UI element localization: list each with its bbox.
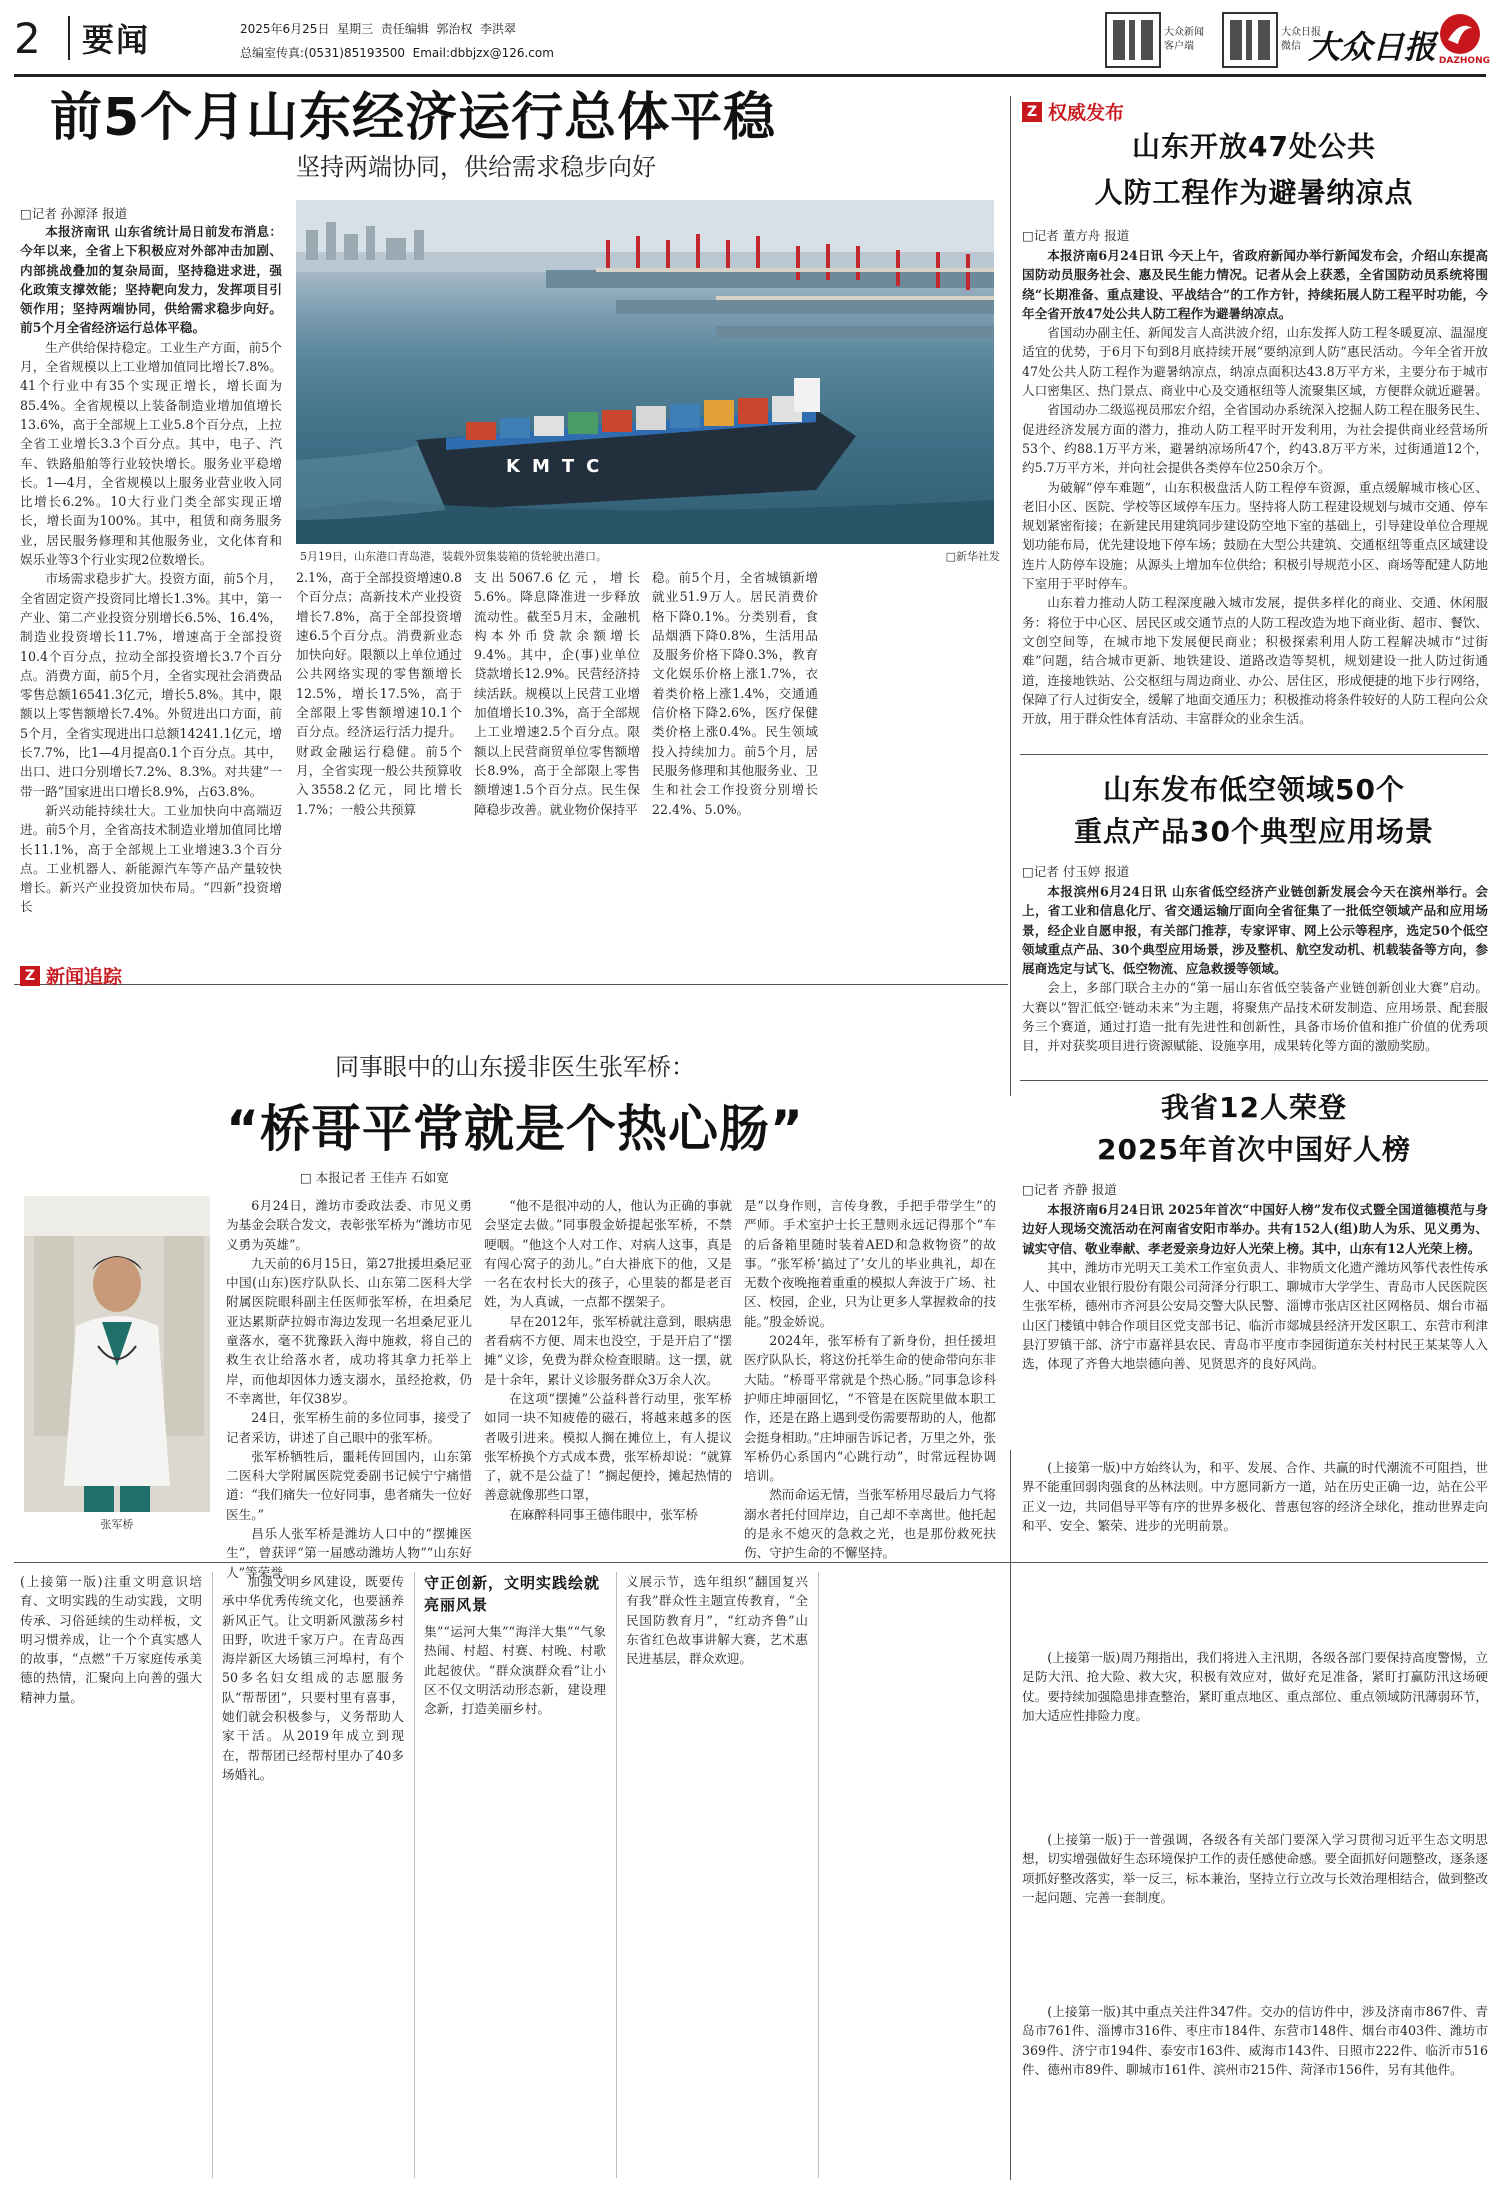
lead-paragraph: 支出5067.6亿元，增长5.6%。降息降准进一步释放流动性。截至5月末，金融机构本外币贷款余额增长9.4%。其中，企(事)业单位贷款增长12.9%。民营经济持续活跃。规模以上民营工业增加值增长10.3%，高于全部规上工业增速2.5个百分点。限额以上民营商贸单位零售额增长8.9%，高于全部限上零售额增速1.5个百分点。民生保障稳步改善。就业物价保持平 bbox=[474, 570, 640, 817]
right-3-paragraph: 其中，潍坊市光明天工美术工作室负责人、非物质文化遗产潍坊风筝代表性传承人、中国农业银行股份有限公司菏泽分行职工、聊城市大学学生、青岛市人民医院医生张军桥，德州市齐河县公安局交警大队民警、淄博市张店区社区网格员、烟台市福山区门楼镇中韩合作项目区党支部书记、临沂市郯城县经济开发区职工、东营市利津县汀罗镇干部、济宁市嘉祥县农民、青岛市平度市李园街道东关村村民王某某等人入选，体现了齐鲁大地崇德向善、见贤思齐的良好风尚。 bbox=[1022, 1259, 1488, 1372]
bottom-column-3 bbox=[424, 1572, 606, 2182]
logo-subtitle: DAZHONG bbox=[1438, 56, 1490, 66]
feature-paragraph: 早在2012年，张军桥就注意到，眼病患者看病不方便、周末也没空，于是开启了“摆摊”义诊，免费为群众检查眼睛。这一摆，就是十余年，累计义诊服务群众3万余人次。 bbox=[484, 1313, 732, 1387]
right-1-headline-line1: 山东开放47处公共 bbox=[1132, 130, 1376, 163]
bottom-paragraph: 义展示节，选年组织“翻国复兴有我”群众性主题宣传教育，“全民国防教育月”，“红动齐鲁”山东省红色故事讲解大赛，艺术惠民进基层，群众欢迎。 bbox=[626, 1574, 808, 1667]
right-1-paragraph: 本报济南6月24日讯 今天上午，省政府新闻办举行新闻发布会，介绍山东提高国防动员服务社会、惠及民生能力情况。记者从会上获悉，全省国防动员系统将围绕“长期准备、重点建设、平战结合”的工作方针，持续拓展人防工程平时功能，今年全省开放47处公共人防工程作为避暑纳凉点。 bbox=[1022, 248, 1488, 321]
port-photo bbox=[296, 200, 994, 544]
feature-byline: □ 本报记者 王佳卉 石如宽 bbox=[300, 1170, 449, 1185]
right-1-paragraph: 为破解“停车难题”，山东积极盘活人防工程停车资源，重点缓解城市核心区、老旧小区、医院、学校等区域停车压力。坚持将人防工程建设规划与城市交通、停车规划紧密衔接；在新建民用建筑同步建设防空地下室的基础上，引导建设单位合理规划功能布局，优先建设地下停车场；鼓励在大型公共建筑、交通枢纽等重点区域建设连片人防停车设施；从源头上增加车位供给；积极引导规范小区、商场等配建人防地下室用于平时停车。 bbox=[1022, 479, 1488, 592]
feature-paragraph: 6月24日，潍坊市委政法委、市见义勇为基金会联合发文，表彰张军桥为“潍坊市见义勇为英雄”。 bbox=[226, 1198, 472, 1252]
right-2-headline-line2: 重点产品30个典型应用场景 bbox=[1074, 815, 1434, 848]
logo-emblem-icon bbox=[1440, 14, 1480, 54]
lead-column-4 bbox=[652, 568, 818, 974]
feature-paragraph: 是“以身作则，言传身教，手把手带学生”的严师。手术室护士长王慧则永远记得那个“车的后备箱里随时装着AED和急救物资”的故事。“张军桥‘搞过了’女儿的毕业典礼，却在无数个夜晚拖着重重的模拟人奔波于广场、社区、校园，企业，只为让更多人掌握救命的技能。”殷金娇说。 bbox=[744, 1198, 996, 1329]
masthead-rule bbox=[14, 74, 1486, 77]
column-divider bbox=[1010, 1450, 1011, 2180]
lead-column-2 bbox=[296, 568, 462, 974]
port-photo-caption: 5月19日，山东港口青岛港，装载外贸集装箱的货轮驶出港口。 bbox=[300, 550, 607, 563]
right-1-headline-line2: 人防工程作为避暑纳凉点 bbox=[1094, 176, 1414, 209]
feature-paragraph: 在麻醉科同事王德伟眼中，张军桥 bbox=[509, 1506, 699, 1522]
right-3-paragraph: 本报济南6月24日讯 2025年首次“中国好人榜”发布仪式暨全国道德模范与身边好人现场交流活动在河南省安阳市举办。共有152人(组)助人为乐、见义勇为、诚实守信、敬业奉献、孝老爱亲身边好人光荣上榜。其中，山东有12人光荣上榜。 bbox=[1022, 1202, 1488, 1256]
bottom-column-5 bbox=[828, 1572, 1004, 2178]
lead-paragraph: 新兴动能持续壮大。工业加快向中高端迈进。前5个月，全省高技术制造业增加值同比增长11.1%，高于全部规上工业增速3.3个百分点。工业机器人、新能源汽车等产品产量较快增长。新兴产业投资加快布局。“四新”投资增长 bbox=[20, 802, 282, 915]
column-rule bbox=[616, 1572, 617, 2178]
right-2-paragraph: 会上，多部门联合主办的“第一届山东省低空装备产业链创新创业大赛”启动。大赛以“智汇低空·链动未来”为主题，将聚焦产品技术研发制造、应用场景、配套服务三个赛道，通过打造一批有先进性和创新性，具备市场价值和推广价值的优秀项目，并对获奖项目进行资源赋能、设施享用，成果转化等方面的激励奖励。 bbox=[1022, 980, 1488, 1054]
feature-paragraph: 24日，张军桥生前的多位同事，接受了记者采访，讲述了自己眼中的张军桥。 bbox=[226, 1410, 472, 1445]
feature-paragraph: 九天前的6月15日，第27批援坦桑尼亚中国(山东)医疗队队长、山东第二医科大学附属医院眼科副主任医师张军桥，在坦桑尼亚达累斯萨拉姆市海边发现一名坦桑尼亚儿童落水，毫不犹豫跃入海中施救，将自己的救生衣让给落水者，成功将其拿力托举上岸，而他却因体力透支溺水，虽经抢救，仍不幸离世，年仅38岁。 bbox=[226, 1255, 472, 1406]
lead-paragraph: 生产供给保持稳定。工业生产方面，前5个月，全省规模以上工业增加值同比增长7.8%。41个行业中有35个实现正增长，增长面为85.4%。全省规模以上装备制造业增加值增长13.6%，高于全部规上工业5.8个百分点，上拉全省工业增长3.3个百分点。其中，电子、汽车、铁路船舶等行业较快增长。服务业平稳增长。1—4月，全省规模以上服务业营业收入同比增长6.2%。10大行业门类全部实现正增长，增长面为100%。其中，租赁和商务服务业，居民服务修理和其他服务业，文化体育和娱乐业等3个行业实现2位数增长。 bbox=[20, 339, 282, 568]
lead-paragraph: 市场需求稳步扩大。投资方面，前5个月，全省固定资产投资同比增长1.3%。其中，第一产业、第二产业投资分别增长6.5%、16.4%，制造业投资增长11.7%，增速高于全部投资10.4个百分点，拉动全部投资增长3.7个百分点。消费方面，前5个月，全省实现社会消费品零售总额16541.3亿元，增长5.8%。其中，限额以上零售额增长7.4%。外贸进出口方面，前5个月，全省实现进出口总额14241.1亿元，增长7.7%，比1—4月提高0.1个百分点。其中，出口、进口分别增长7.2%、8.3%。对共建“一带一路”国家进出口增长8.9%，占63.8%。 bbox=[20, 571, 282, 799]
right-1-paragraph: 省国动办二级巡视员邢宏介绍，全省国动办系统深入挖掘人防工程在服务民生、促进经济发展方面的潜力，推动人防工程平时开发利用，为社会提供商业经营场所53个、约88.1万平方米，避暑纳凉场所47个，约43.8万平方米，过街通道12个，约5.7万平方米，并向社会提供各类停车位250余万个。 bbox=[1022, 402, 1488, 476]
continued-story-3 bbox=[1022, 1830, 1488, 1990]
bottom-kicker: 守正创新，文明实践绘就亮丽风景 bbox=[424, 1574, 601, 1614]
right-3-byline: □记者 齐静 报道 bbox=[1022, 1182, 1117, 1197]
right-1-paragraph: 山东着力推动人防工程深度融入城市发展，提供多样化的商业、交通、休闲服务：将位于中心区、居民区或交通节点的人防工程改造为地下商业街、超市、餐饮、文创空间等，在城市地下发展便民商业；积极探索利用人防工程解决城市“过街难”问题，结合城市更新、地铁建设、道路改造等契机，规划建设一批人防过街通道，连接地铁站、公交枢纽与周边商业、办公、居住区，形成便捷的地下步行网络，保障了行人过街安全，缓解了地面交通压力；积极推动将条件较好的人防工程向公众开放，用于群众性体育活动、丰富群众的业余生活。 bbox=[1022, 595, 1488, 727]
right-1-body bbox=[1022, 246, 1488, 746]
lead-paragraph: 本报济南讯 山东省统计局日前发布消息：今年以来，全省上下积极应对外部冲击加剧、内部挑战叠加的复杂局面，坚持稳进求进，强化政策支撑效能；坚持靶向发力，发挥项目引领作用；坚持两端协同，供给需求稳步向好。前5个月全省经济运行总体平稳。 bbox=[20, 224, 282, 336]
continued-paragraph: (上接第一版)其中重点关注件347件。交办的信访件中，涉及济南市867件、青岛市761件、淄博市316件、枣庄市184件、东营市148件、烟台市403件、潍坊市369件、济宁市194件、泰安市163件、威海市143件、日照市222件、临沂市516件、德州市89件、聊城市161件、滨州市215件、菏泽市156件，另有其他件。 bbox=[1022, 2004, 1488, 2077]
section-title: 要闻 bbox=[82, 21, 151, 59]
column-divider bbox=[1010, 96, 1011, 1096]
tag-label: 新闻追踪 bbox=[46, 966, 123, 988]
masthead-separator bbox=[68, 16, 70, 60]
port-photo-credit: □新华社发 bbox=[945, 550, 1000, 563]
right-1-paragraph: 省国动办副主任、新闻发言人高洪波介绍，山东发挥人防工程冬暖夏凉、温湿度适宜的优势，于6月下旬到8月底持续开展“要纳凉到人防”惠民活动。今年全省开放47处公共人防工程作为避暑纳凉点，纳凉点面积达43.8万平方米，主要分布于城市人口密集区、热门景点、商业中心及交通枢纽等人流聚集区域，方便群众就近避暑。 bbox=[1022, 325, 1488, 399]
right-2-body bbox=[1022, 882, 1488, 1072]
lead-byline: □记者 孙源泽 报道 bbox=[20, 206, 128, 221]
lead-headline: 前5个月山东经济运行总体平稳 bbox=[50, 88, 777, 148]
column-rule bbox=[818, 1572, 819, 2178]
right-1-byline: □记者 董方舟 报道 bbox=[1022, 228, 1130, 243]
doctor-photo bbox=[24, 1196, 210, 1512]
continued-story-1 bbox=[1022, 1458, 1488, 1636]
feature-kicker: 同事眼中的山东援非医生张军桥： bbox=[335, 1053, 695, 1081]
bottom-paragraph: (上接第一版)注重文明意识培育、文明实践的生动实践，文明传承、习俗延续的生动样板，文明习惯养成，让一个个真实感人的故事，“点燃”千万家庭传承美德的热情，汇聚向上向善的强大精神力量。 bbox=[20, 1574, 202, 1705]
right-2-byline: □记者 付玉婷 报道 bbox=[1022, 864, 1130, 879]
bottom-column-1 bbox=[20, 1572, 202, 2178]
doctor-photo-caption: 张军桥 bbox=[100, 1518, 134, 1531]
lead-paragraph: 2.1%，高于全部投资增速0.8个百分点；高新技术产业投资增长7.8%，高于全部投资增速6.5个百分点。消费新业态加快向好。限额以上单位通过公共网络实现的零售额增长12.5%，增长17.5%，高于全部限上零售额增速10.1个百分点。经济运行活力提升。财政金融运行稳健。前5个月，全省实现一般公共预算收入3558.2亿元，同比增长1.7%；一般公共预算 bbox=[296, 570, 462, 817]
lead-subhead: 坚持两端协同，供给需求稳步向好 bbox=[296, 153, 656, 181]
lead-column-1 bbox=[20, 222, 282, 974]
right-2-headline-line1: 山东发布低空领域50个 bbox=[1103, 773, 1405, 806]
section-tag-news-tracking bbox=[20, 962, 122, 989]
feature-column-2 bbox=[484, 1196, 732, 1552]
continued-story-2 bbox=[1022, 1648, 1488, 1818]
right-3-headline-line2: 2025年首次中国好人榜 bbox=[1097, 1133, 1411, 1166]
qr-code-app[interactable] bbox=[1105, 12, 1161, 68]
contact-info: 总编室传真:(0531)85193500 Email:dbbjzx@126.com bbox=[240, 46, 554, 60]
feature-column-3 bbox=[744, 1196, 997, 1561]
right-3-headline-line1: 我省12人荣登 bbox=[1161, 1091, 1347, 1124]
svg-text:KMTC: KMTC bbox=[506, 456, 612, 477]
column-rule bbox=[414, 1572, 415, 2178]
column-rule bbox=[212, 1572, 213, 2178]
feature-column-1 bbox=[226, 1196, 472, 1580]
bottom-column-2 bbox=[222, 1572, 404, 2178]
feature-top-rule bbox=[14, 984, 1008, 985]
continued-paragraph: (上接第一版)周乃翔指出，我们将进入主汛期，各级各部门要保持高度警惕，立足防大汛、抢大险、救大灾，积极有效应对，做好充足准备，紧盯打赢防汛这场硬仗。要持续加强隐患排查整治，紧盯重点地区、重点部位、重点领域防汛薄弱环节，加大适应性排险力度。 bbox=[1022, 1650, 1488, 1723]
section-tag-authority bbox=[1022, 98, 1124, 125]
feature-paragraph: 张军桥牺牲后，噩耗传回国内，山东第二医科大学附属医院党委副书记候宁宁痛惜道：“我们痛失一位好同事，患者痛失一位好医生。” bbox=[226, 1448, 472, 1522]
qr-code-wechat[interactable] bbox=[1222, 12, 1278, 68]
tag-icon: Z bbox=[20, 966, 40, 986]
feature-headline: “桥哥平常就是个热心肠” bbox=[226, 1100, 804, 1158]
tag-icon: Z bbox=[1022, 102, 1042, 122]
continued-story-4 bbox=[1022, 2002, 1488, 2178]
lead-column-3 bbox=[474, 568, 640, 974]
qr-app-caption: 大众新闻 客户端 bbox=[1164, 27, 1204, 52]
bottom-column-4 bbox=[626, 1572, 808, 2178]
right-divider bbox=[1020, 1080, 1488, 1081]
feature-paragraph: 2024年，张军桥有了新身份，担任援坦医疗队队长，将这份托举生命的使命带向东非大陆。“桥哥平常就是个热心肠。”同事急诊科护师庄坤丽回忆，“不管是在医院里做本职工作，还是在路上遇到受伤需要帮助的人，他都会挺身相助。”庄坤丽告诉记者，万里之外，张军桥仍心系国内“心跳行动”，时常远程协调培训。 bbox=[744, 1333, 997, 1484]
page-number: 2 bbox=[14, 14, 41, 63]
bottom-paragraph: 加强文明乡风建设，既要传承中华优秀传统文化，也要涵养新风正气。让文明新风激荡乡村田野，吹进千家万户。在青岛西海岸新区大场镇三河埠村，有个50多名妇女组成的志愿服务队“帮帮团”，只要村里有喜事，她们就会积极参与，义务帮助人家干活。从2019年成立到现在，帮帮团已经帮村里办了40多场婚礼。 bbox=[222, 1574, 404, 1782]
continued-paragraph: (上接第一版)中方始终认为，和平、发展、合作、共赢的时代潮流不可阻挡，世界不能重回弱肉强食的丛林法则。中方愿同新方一道，站在历史正确一边，站在公平正义一边，共同倡导平等有序的世界多极化、普惠包容的经济全球化，推动世界走向和平、安全、繁荣、进步的光明前景。 bbox=[1022, 1460, 1488, 1533]
feature-paragraph: 在这项“摆摊”公益科普行动里，张军桥如同一块不知疲倦的磁石，将越来越多的医者吸引进来。模拟人搁在摊位上，有人提议张军桥换个方式成本费，张军桥却说：“就算了，就不是公益了！”搁起便拎，摊起热情的善意就像那些口罩， bbox=[484, 1390, 732, 1503]
feature-paragraph: 然而命运无情，当张军桥用尽最后力气将溺水者托付回岸边，自己却不幸离世。他托起的是永不熄灭的急救之光，也是那份救死扶伤、守护生命的不懈坚持。 bbox=[744, 1487, 996, 1561]
feature-paragraph: “他不是很冲动的人，他认为正确的事就会坚定去做。”同事殷金娇提起张军桥，不禁哽咽。“他这个人对工作、对病人这事，真是有闯心窝子的劲儿。”白大褂底下的他，又是一名在农村长大的孩子，心里装的都是老百姓，为人真诚，一点都不摆架子。 bbox=[484, 1198, 732, 1310]
tag-label: 权威发布 bbox=[1048, 102, 1125, 124]
continued-paragraph: (上接第一版)于一普强调，各级各有关部门要深入学习贯彻习近平生态文明思想，切实增强做好生态环境保护工作的责任感使命感。要全面抓好问题整改，逐条逐项抓好整改落实，举一反三，标本兼治，坚持立行立改与长效治理相结合，做到整改一起问题、完善一套制度。 bbox=[1022, 1832, 1488, 1905]
newspaper-logo: 大众日报 bbox=[1307, 28, 1436, 66]
date-and-editors: 2025年6月25日 星期三 责任编辑 郭治权 李洪翠 bbox=[240, 22, 516, 36]
right-divider bbox=[1020, 754, 1488, 755]
right-2-paragraph: 本报滨州6月24日讯 山东省低空经济产业链创新发展会今天在滨州举行。会上，省工业和信息化厅、省交通运输厅面向全省征集了一批低空领域产品和应用场景，经企业自愿申报，有关部门推荐，专家评审、网上公示等程序，选定50个低空领域重点产品、30个典型应用场景，涉及整机、航空发动机、机载装备等方向，参展商选定与试飞、低空物流、应急救援等领域。 bbox=[1022, 884, 1488, 977]
lead-paragraph: 稳。前5个月，全省城镇新增就业51.9万人。居民消费价格下降0.1%。分类别看，食品烟酒下降0.8%，生活用品及服务价格下降0.3%，教育文化娱乐价格上涨1.7%，衣着类价格上涨1.4%，交通通信价格下降2.6%，医疗保健类价格上涨0.4%。民生领域投入持续加力。前5个月，居民服务修理和其他服务业、卫生和社会工作投资分别增长22.4%、5.0%。 bbox=[652, 570, 818, 817]
qr-wechat-caption: 大众日报 微信 bbox=[1281, 27, 1321, 52]
feature-paragraph: 昌乐人张军桥是潍坊人口中的“摆摊医生”，曾获评“第一届感动潍坊人物”“山东好人”等荣誉。 bbox=[226, 1526, 472, 1580]
bottom-paragraph: 集”“运河大集”“海洋大集”“气象热闹、村超、村赛、村晚、村歌此起彼伏。“群众演群众看”让小区不仅文明活动形态新，建设理念新，打造美丽乡村。 bbox=[424, 1624, 606, 1717]
right-3-body bbox=[1022, 1200, 1488, 1440]
